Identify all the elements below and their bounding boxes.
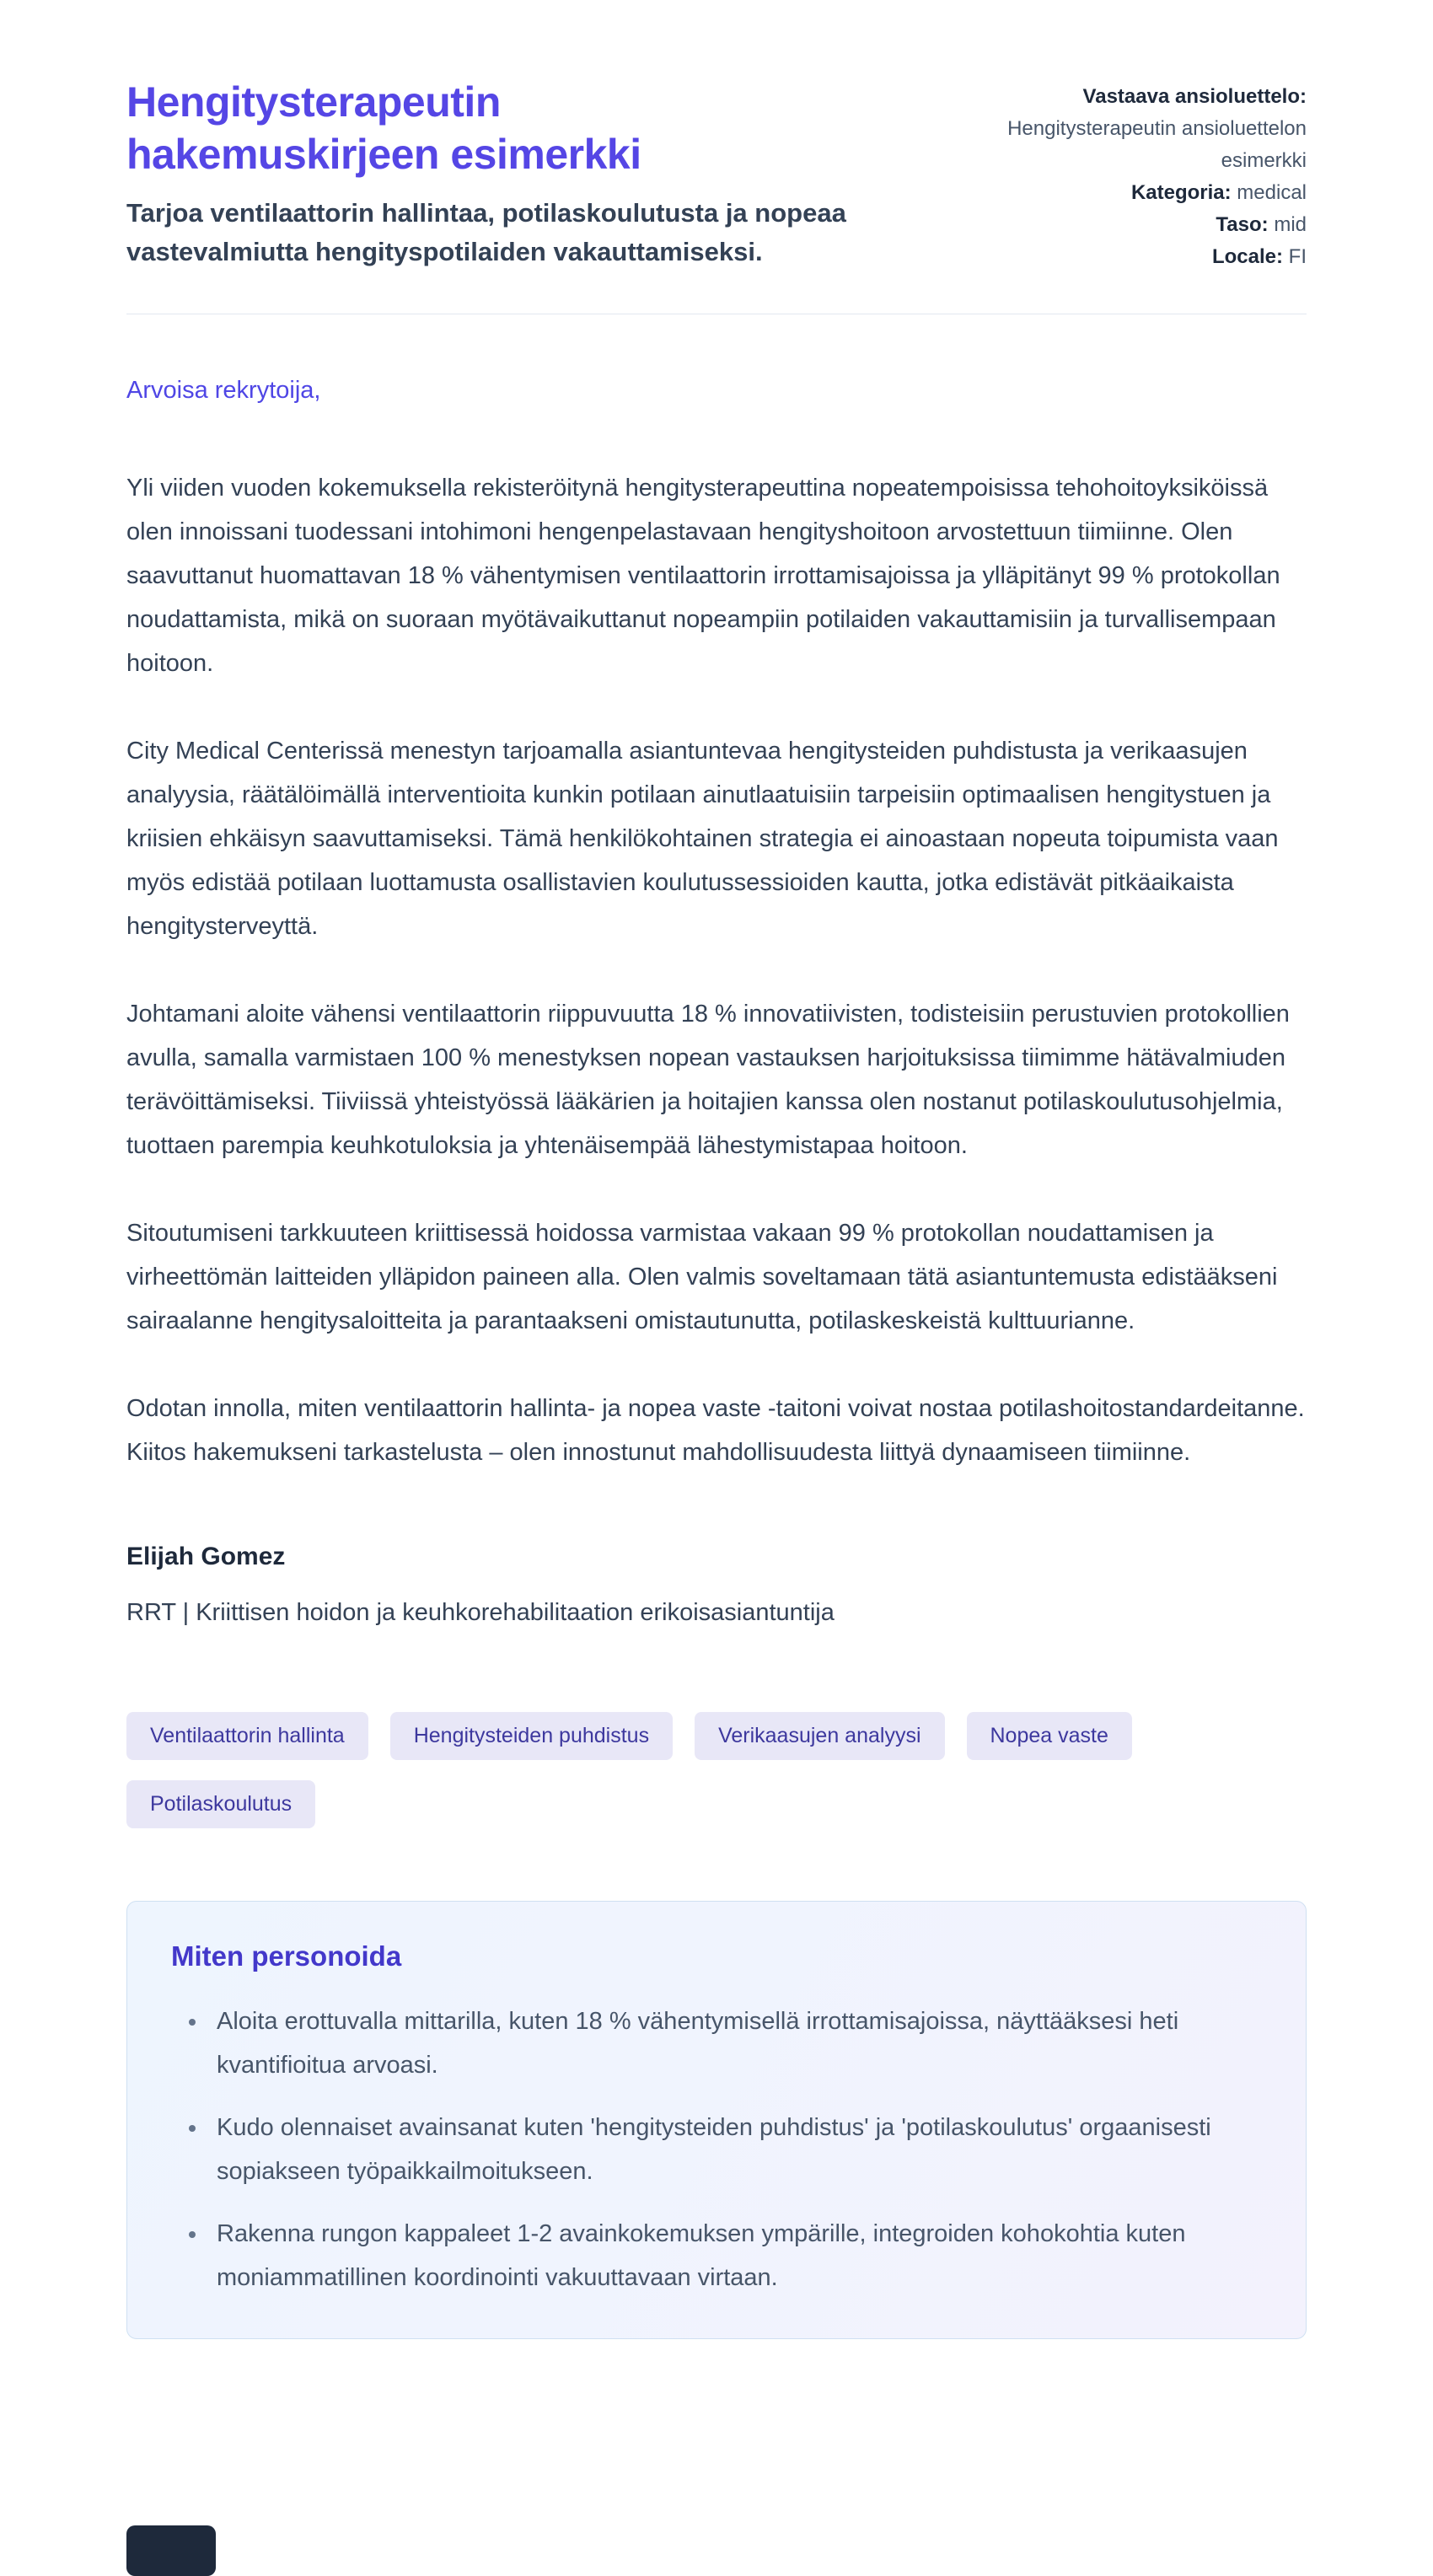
signature-name: Elijah Gomez (126, 1543, 286, 1570)
meta-locale-label: Locale: (1211, 245, 1283, 268)
letter-paragraph: Johtamani aloite vähensi ventilaattorin riippuvuutta 18 % innovatiivisten, todisteisiin perustuvien protokollien avulla, samalla varmistaen 100 % menestyksen nopean vastauksen harjoituksissa tiimimme hätävalmiuden terävöittämiseksi. Tiiviissä yhteistyössä lääkärien ja hoitajien kanssa olen nostanut potilaskoulutusohjelmia, tuottaen parempia keuhkotuloksia ja yhtenäisempää lähestymistapaa hoitoon. (126, 1001, 1290, 1159)
tip-item: • Kudo olennaiset avainsanat kuten 'hengitysteiden puhdistus' ja 'potilaskoulutus' orgaanisesti sopiakseen työpaikkailmoitukseen. (208, 2106, 1262, 2193)
letter-paragraph: Odotan innolla, miten ventilaattorin hallinta- ja nopea vaste -taitoni voivat nostaa potilashoitostandardeitanne. Kiitos hakemukseni tarkastelusta – olen innostunut mahdollisuudesta liittyä dynaamiseen tiimiinne. (126, 1395, 1305, 1466)
skill-tags (126, 1712, 1138, 1828)
meta-category (953, 177, 1307, 209)
personalization-tips-card (126, 1901, 1307, 2339)
skill-tag-nopea-vaste[interactable]: Nopea vaste (967, 1712, 1132, 1760)
skill-tag-potilaskoulutus[interactable]: Potilaskoulutus (126, 1780, 315, 1828)
page-title (126, 76, 910, 180)
meta-panel (953, 76, 1307, 273)
page-container (126, 0, 1307, 2339)
skill-tag-ventilaattorin-hallinta[interactable]: Ventilaattorin hallinta (126, 1712, 368, 1760)
meta-resume-link[interactable]: Hengitysterapeutin ansioluettelon esimerkki (1007, 117, 1307, 172)
meta-level-label: Taso: (1216, 213, 1269, 236)
meta-locale-value: FI (1288, 245, 1307, 268)
letter-greeting: Arvoisa rekrytoija, (126, 377, 321, 404)
meta-category-label: Kategoria: (1130, 181, 1232, 204)
page-title-line-1: Hengitysterapeutin (126, 78, 501, 126)
meta-category-value: medical (1237, 181, 1307, 204)
letter-paragraph: Yli viiden vuoden kokemuksella rekisteröitynä hengitysterapeuttina nopeatempoisissa tehohoitoyksiköissä olen innoissani tuodessani intohimoni hengenpelastavaan hengityshoitoon arvostettuun tiimiinne. Olen saavuttanut huomattavan 18 % vähentymisen ventilaattorin irrottamisajoissa ja ylläpitänyt 99 % protokollan noudattamista, mikä on suoraan myötävaikuttanut nopeampiin potilaiden vakauttamisiin ja turvallisempaan hoitoon. (126, 475, 1280, 677)
letter-paragraph: Sitoutumiseni tarkkuuteen kriittisessä hoidossa varmistaa vakaan 99 % protokollan noudattamisen ja virheettömän laitteiden ylläpidon paineen alla. Olen valmis soveltamaan tätä asiantuntemusta edistääkseni sairaalanne hengitysaloitteita ja parantaakseni omistautunutta, potilaskeskeistä kulttuurianne. (126, 1220, 1278, 1334)
skill-tag-hengitysteiden-puhdistus[interactable]: Hengitysteiden puhdistus (390, 1712, 673, 1760)
header (126, 76, 1307, 273)
tips-list (171, 1999, 1262, 2300)
cover-letter-body (126, 368, 1307, 1634)
meta-locale (953, 241, 1307, 273)
meta-level (953, 209, 1307, 241)
tips-title: Miten personoida (171, 1940, 402, 1972)
skill-tag-verikaasujen-analyysi[interactable]: Verikaasujen analyysi (695, 1712, 944, 1760)
header-left (126, 76, 910, 271)
page-title-line-2: hakemuskirjeen esimerkki (126, 131, 641, 178)
meta-resume-label: Vastaava ansioluettelo: (1082, 85, 1307, 108)
letter-paragraph: City Medical Centerissä menestyn tarjoamalla asiantuntevaa hengitysteiden puhdistusta ja verikaasujen analyysia, räätälöimällä interventioita kunkin potilaan ainutlaatuisiin tarpeisiin optimaalisen hengitystuen ja kriisien ehkäisyn saavuttamiseksi. Tämä henkilökohtainen strategia ei ainoastaan nopeuta toipumista vaan myös edistää potilaan luottamusta osallistavien koulutussessioiden kautta, jotka edistävät pitkäaikaista hengitysterveyttä. (126, 738, 1279, 940)
footer-button-partial[interactable] (126, 2525, 216, 2576)
page-subtitle: Tarjoa ventilaattorin hallintaa, potilaskoulutusta ja nopeaa vastevalmiutta hengityspotilaiden vakauttamiseksi. (126, 198, 846, 266)
tip-item: • Rakenna rungon kappaleet 1-2 avainkokemuksen ympärille, integroiden kohokohtia kuten moniammatillinen koordinointi vakuuttavaan virtaan. (208, 2212, 1262, 2300)
signature-title: RRT | Kriittisen hoidon ja keuhkorehabilitaation erikoisasiantuntija (126, 1599, 835, 1626)
meta-level-value: mid (1274, 213, 1307, 236)
tip-item: • Aloita erottuvalla mittarilla, kuten 18 % vähentymisellä irrottamisajoissa, näyttääksesi heti kvantifioitua arvoasi. (208, 1999, 1262, 2087)
